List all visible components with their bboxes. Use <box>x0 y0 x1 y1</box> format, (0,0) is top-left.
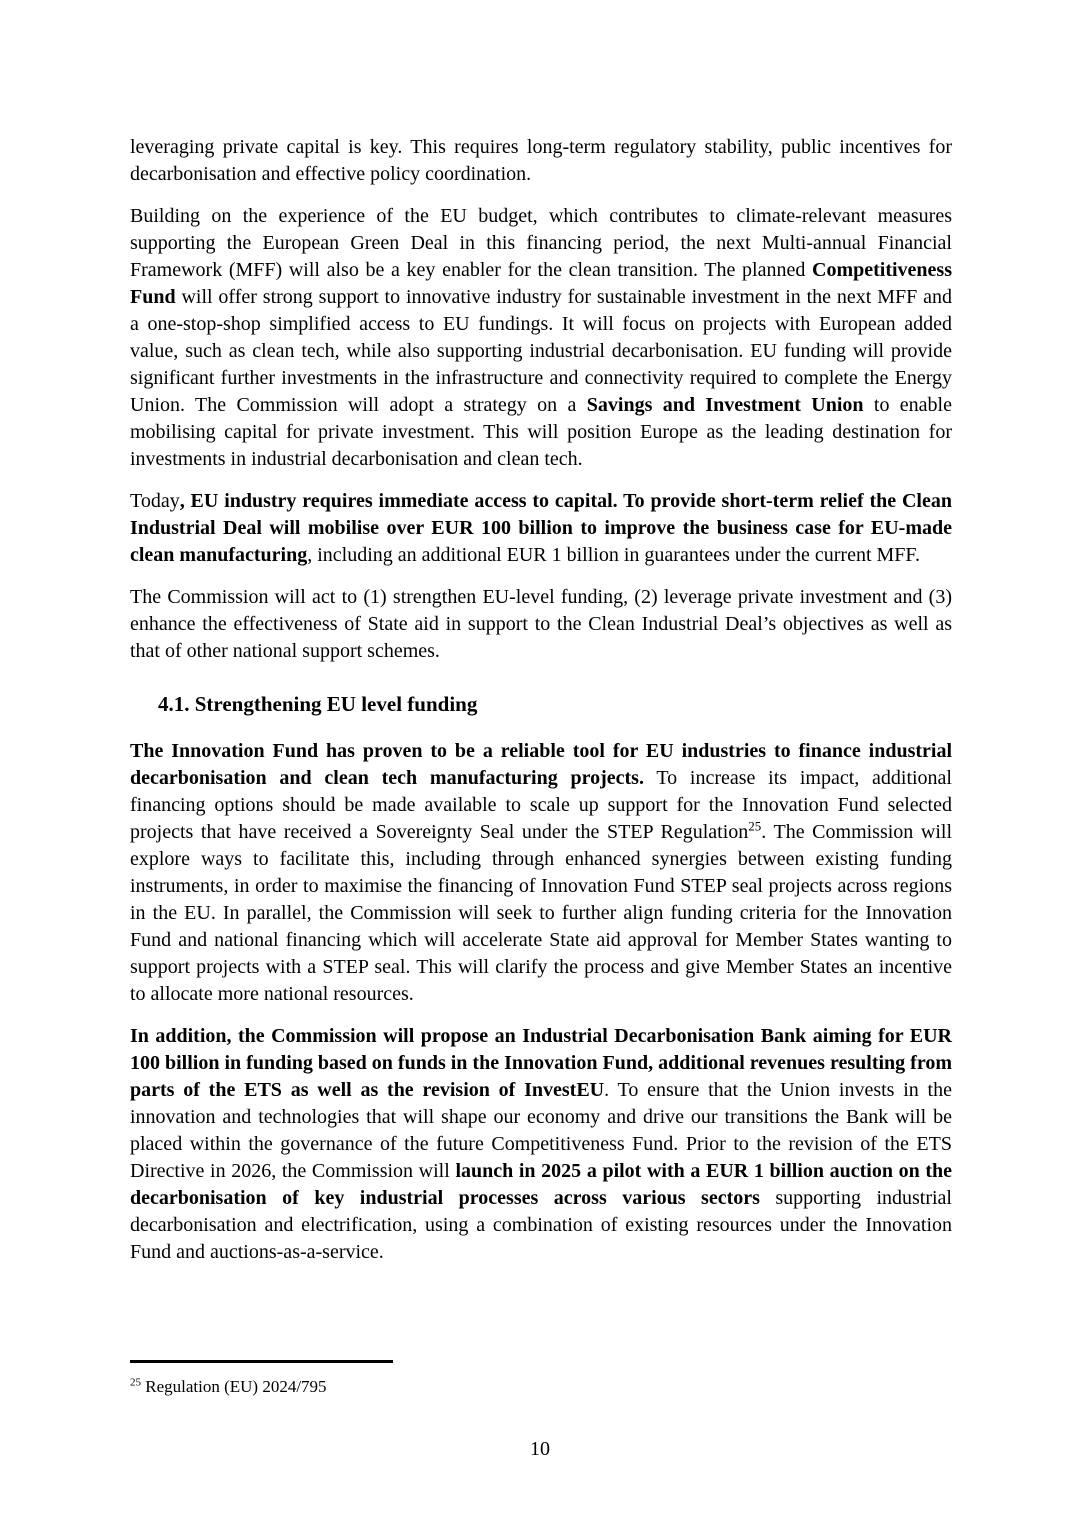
text-run: The Commission will act to (1) strengthen EU-level funding, (2) leverage private investment and (3) enhance the effectiveness of State aid in support to the Clean Industrial Deal’s objectives as well as that of other national support schemes. <box>130 586 952 662</box>
text-run: , EU industry requires immediate access to capital. To provide short-term relief the Clean Industrial Deal will mobilise over EUR 100 billion to improve the business case for EU-made clean manufacturing <box>130 490 952 566</box>
text-run: Savings and Investment Union <box>586 394 864 416</box>
footnote-separator <box>130 1360 393 1363</box>
text-run: , including an additional EUR 1 billion in guarantees under the current MFF. <box>307 544 920 566</box>
text-run: launch in 2025 a pilot with a EUR 1 billion auction on the decarbonisation of key industrial processes across various sectors <box>130 1160 953 1209</box>
text-run: to enable mobilising capital for private investment. This will position Europe as the leading destination for investments in industrial decarbonisation and clean tech. <box>130 394 952 470</box>
text-run: To increase its impact, additional financing options should be made available to scale up support for the Innovation Fund selected projects that have received a Sovereignty Seal under the STEP Regulation <box>130 767 952 843</box>
superscript-footnote-ref: 25 <box>130 1376 141 1389</box>
text-run: will offer strong support to innovative industry for sustainable investment in the next MFF and a one-stop-shop simplified access to EU fundings. It will focus on projects with European added value, such as clean tech, while also supporting industrial decarbonisation. EU funding will provide significant further investments in the infrastructure and connectivity required to complete the Energy Union. The Commission will adopt a strategy on a <box>130 286 952 416</box>
paragraph-innovation-fund <box>130 738 952 1008</box>
footnote-25 <box>130 1376 952 1398</box>
text-run: 4.1. Strengthening EU level funding <box>158 692 478 716</box>
text-run: The Innovation Fund has proven to be a reliable tool for EU industries to finance industrial decarbonisation and clean tech manufacturing projects. <box>130 740 952 789</box>
text-run: Competitiveness Fund <box>130 259 952 308</box>
superscript-footnote-ref: 25 <box>748 818 762 834</box>
text-run: Building on the experience of the EU budget, which contributes to climate-relevant measures supporting the European Green Deal in this financing period, the next Multi-annual Financial Framework (MFF) will also be a key enabler for the clean transition. The planned <box>130 205 952 281</box>
text-run: Today <box>130 490 180 512</box>
section-heading-4-1 <box>158 691 952 718</box>
text-run: Regulation (EU) 2024/795 <box>141 1377 327 1396</box>
text-run: . The Commission will explore ways to facilitate this, including through enhanced synergies between existing funding instruments, in order to maximise the financing of Innovation Fund STEP seal projects across regions in the EU. In parallel, the Commission will seek to further align funding criteria for the Innovation Fund and national financing which will accelerate State aid approval for Member States wanting to support projects with a STEP seal. This will clarify the process and give Member States an incentive to allocate more national resources. <box>130 821 952 1005</box>
document-body <box>130 134 952 1281</box>
paragraph-continuation <box>130 134 952 188</box>
footnote-area <box>130 1360 952 1398</box>
paragraph-mff-competitiveness-fund <box>130 203 952 473</box>
paragraph-access-to-capital <box>130 488 952 569</box>
text-run: In addition, the Commission will propose an Industrial Decarbonisation Bank aiming for EUR 100 billion in funding based on funds in the Innovation Fund, additional revenues resulting from parts of the ETS as well as the revision of InvestEU <box>130 1025 952 1101</box>
page-number: 10 <box>530 1438 550 1460</box>
paragraph-commission-actions <box>130 584 952 665</box>
paragraph-industrial-decarbonisation-bank <box>130 1023 952 1266</box>
text-run: . To ensure that the Union invests in the innovation and technologies that will shape our economy and drive our transitions the Bank will be placed within the governance of the future Competitiveness Fund. Prior to the revision of the ETS Directive in 2026, the Commission will <box>130 1079 952 1182</box>
text-run: leveraging private capital is key. This requires long-term regulatory stability, public incentives for decarbonisation and effective policy coordination. <box>130 136 952 185</box>
text-run: supporting industrial decarbonisation and electrification, using a combination of existing resources under the Innovation Fund and auctions-as-a-service. <box>130 1187 952 1263</box>
